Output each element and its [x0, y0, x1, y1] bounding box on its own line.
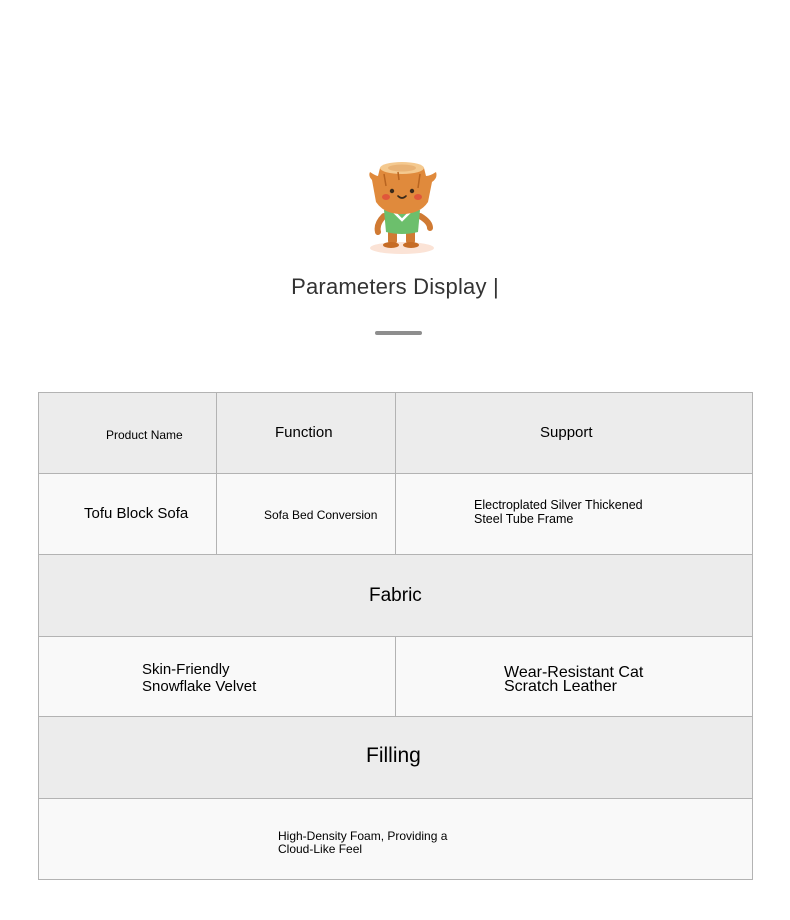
fabric-option-2-line-1: Wear-Resistant Cat: [504, 664, 644, 681]
product-name-value: Tofu Block Sofa: [84, 505, 189, 522]
page-title: Parameters Display |: [291, 274, 499, 299]
filling-heading: Filling: [366, 744, 421, 767]
fabric-heading: Fabric: [369, 585, 422, 606]
column-header-product-name: Product Name: [106, 428, 183, 442]
title-divider: [375, 331, 422, 335]
fabric-option-1-line-1: Skin-Friendly: [142, 661, 230, 678]
filling-value-line-1: High-Density Foam, Providing a: [278, 829, 448, 843]
parameters-table: [38, 392, 753, 880]
filling-value-cell: [39, 799, 753, 880]
header-cell-product-name: [39, 393, 217, 474]
function-cell: [217, 474, 396, 555]
column-header-function: Function: [275, 424, 333, 441]
fabric-option-1-line-2: Snowflake Velvet: [142, 678, 257, 695]
filling-value-line-2: Cloud-Like Feel: [278, 842, 363, 856]
fabric-option-leather-cell: [396, 637, 753, 717]
fabric-option-2-line-2: Scratch Leather: [504, 678, 617, 695]
header-cell-support: [396, 393, 753, 474]
support-value-line-1: Electroplated Silver Thickened: [474, 498, 643, 512]
wood-stump-mascot-icon: [364, 158, 440, 256]
function-value: Sofa Bed Conversion: [264, 508, 378, 522]
support-cell: [396, 474, 753, 555]
fabric-option-velvet-cell: [39, 637, 396, 717]
support-value-line-2: Steel Tube Frame: [474, 512, 574, 526]
filling-header-cell: [39, 717, 753, 799]
header-cell-function: [217, 393, 396, 474]
fabric-header-cell: [39, 555, 753, 637]
column-header-support: Support: [540, 424, 593, 441]
product-name-cell: [39, 474, 217, 555]
